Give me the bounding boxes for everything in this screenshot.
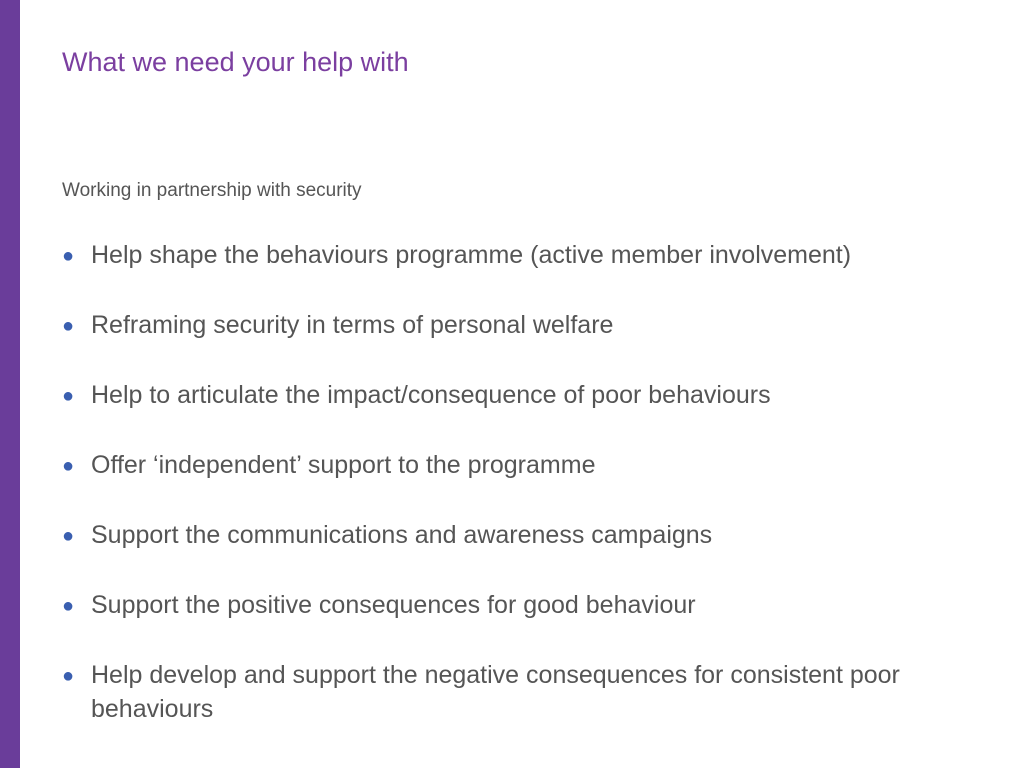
bullet-dot-icon: ●: [62, 245, 75, 267]
bullet-dot-icon: ●: [62, 385, 75, 407]
bullet-text: Help shape the behaviours programme (active member involvement): [91, 241, 852, 269]
accent-side-bar: [0, 0, 20, 768]
bullet-item: [62, 518, 992, 552]
bullet-text: Support the communications and awareness campaigns: [91, 521, 713, 549]
bullet-item: [62, 308, 992, 342]
bullet-dot-icon: ●: [62, 315, 75, 337]
bullet-item: [62, 588, 992, 622]
bullet-item: [62, 378, 992, 412]
bullet-text: Reframing security in terms of personal welfare: [91, 311, 614, 339]
bullet-text: Offer ‘independent’ support to the programme: [91, 451, 596, 479]
bullet-text: Help develop and support the negative consequences for consistent poor behaviours: [91, 661, 900, 723]
bullet-text: Help to articulate the impact/consequence of poor behaviours: [91, 381, 771, 409]
bullet-list: [62, 238, 992, 762]
bullet-item: [62, 448, 992, 482]
bullet-item: [62, 658, 992, 726]
slide-title: What we need your help with: [62, 47, 409, 77]
bullet-dot-icon: ●: [62, 455, 75, 477]
bullet-dot-icon: ●: [62, 595, 75, 617]
bullet-item: [62, 238, 992, 272]
bullet-text: Support the positive consequences for good behaviour: [91, 591, 696, 619]
bullet-dot-icon: ●: [62, 525, 75, 547]
slide-subtitle: Working in partnership with security: [62, 180, 362, 201]
bullet-dot-icon: ●: [62, 665, 75, 687]
